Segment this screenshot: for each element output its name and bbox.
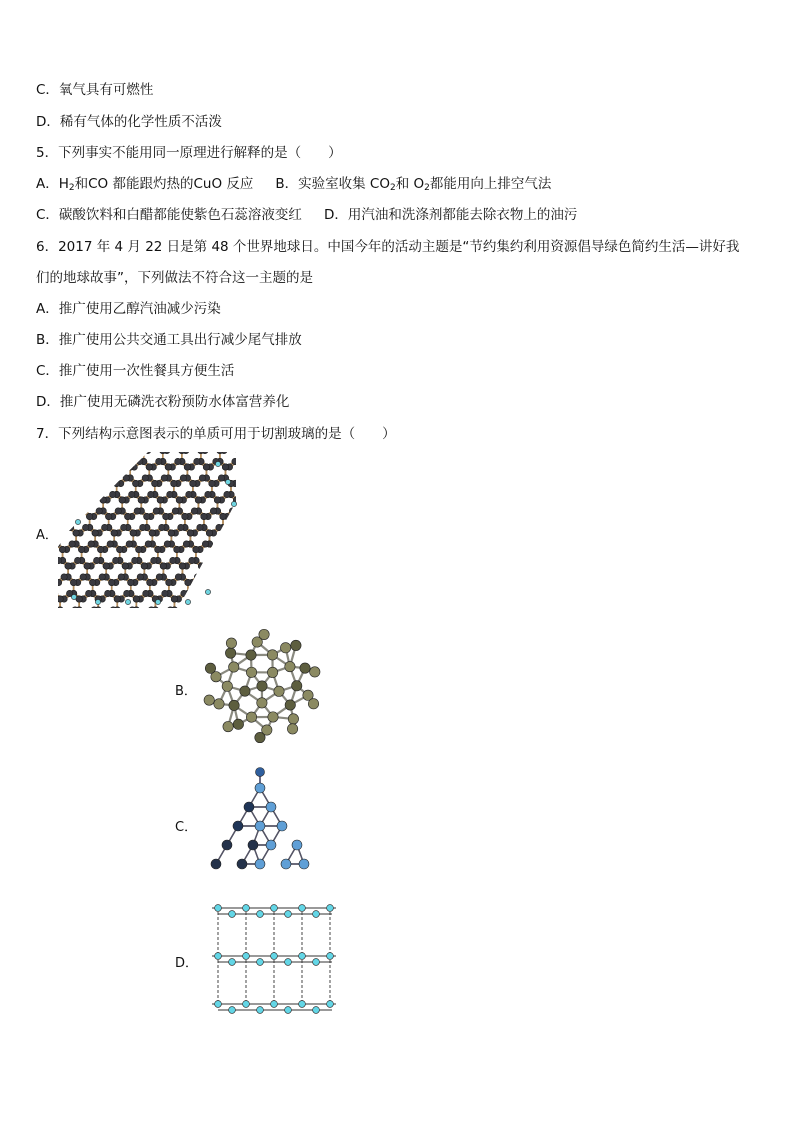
graphite-structure-icon xyxy=(208,894,340,1020)
q5-options-cd xyxy=(36,205,577,225)
diamond-structure-icon xyxy=(198,766,333,884)
q5-option-b: B．实验室收集 $CO_2$和 $O_2$都能用向上排空气法 xyxy=(275,176,552,193)
q5-options-ab xyxy=(36,174,551,198)
q7-stem: 7．下列结构示意图表示的单质可用于切割玻璃的是（ ） xyxy=(36,426,396,442)
q7-option-b-label: B． xyxy=(175,684,197,699)
q6-option-a: A．推广使用乙醇汽油减少污染 xyxy=(36,301,221,317)
q5-option-d: D．用汽油和洗涤剂都能去除衣物上的油污 xyxy=(323,207,578,223)
q5-stem: 5．下列事实不能用同一原理进行解释的是（ ） xyxy=(36,145,342,161)
q5-option-c: C．碳酸饮料和白醋都能使紫色石蕊溶液变红 xyxy=(36,207,302,223)
q7-option-a-label: A． xyxy=(36,528,58,543)
q6-option-d: D．推广使用无磷洗衣粉预防水体富营养化 xyxy=(36,394,290,410)
q6-option-b: B．推广使用公共交通工具出行减少尾气排放 xyxy=(36,332,302,348)
q7-option-d-label: D． xyxy=(175,956,199,971)
q6-stem-line2: 们的地球故事”，下列做法不符合这一主题的是 xyxy=(36,270,313,286)
q6-stem-line1: 6．2017 年 4 月 22 日是第 48 个世界地球日。中国今年的活动主题是“节约集约利用资源倡导绿色简约生活—讲好我 xyxy=(36,239,740,255)
graphene-structure-icon xyxy=(58,452,236,608)
fullerene-c60-icon xyxy=(198,626,330,748)
q5-option-a: A．$H_2$和CO 都能跟灼热的CuO 反应 xyxy=(36,176,254,193)
q6-option-c: C．推广使用一次性餐具方便生活 xyxy=(36,363,235,379)
q4-option-d: D．稀有气体的化学性质不活泼 xyxy=(36,114,222,130)
q7-option-c-label: C． xyxy=(175,820,198,835)
q4-option-c: C．氧气具有可燃性 xyxy=(36,82,154,98)
